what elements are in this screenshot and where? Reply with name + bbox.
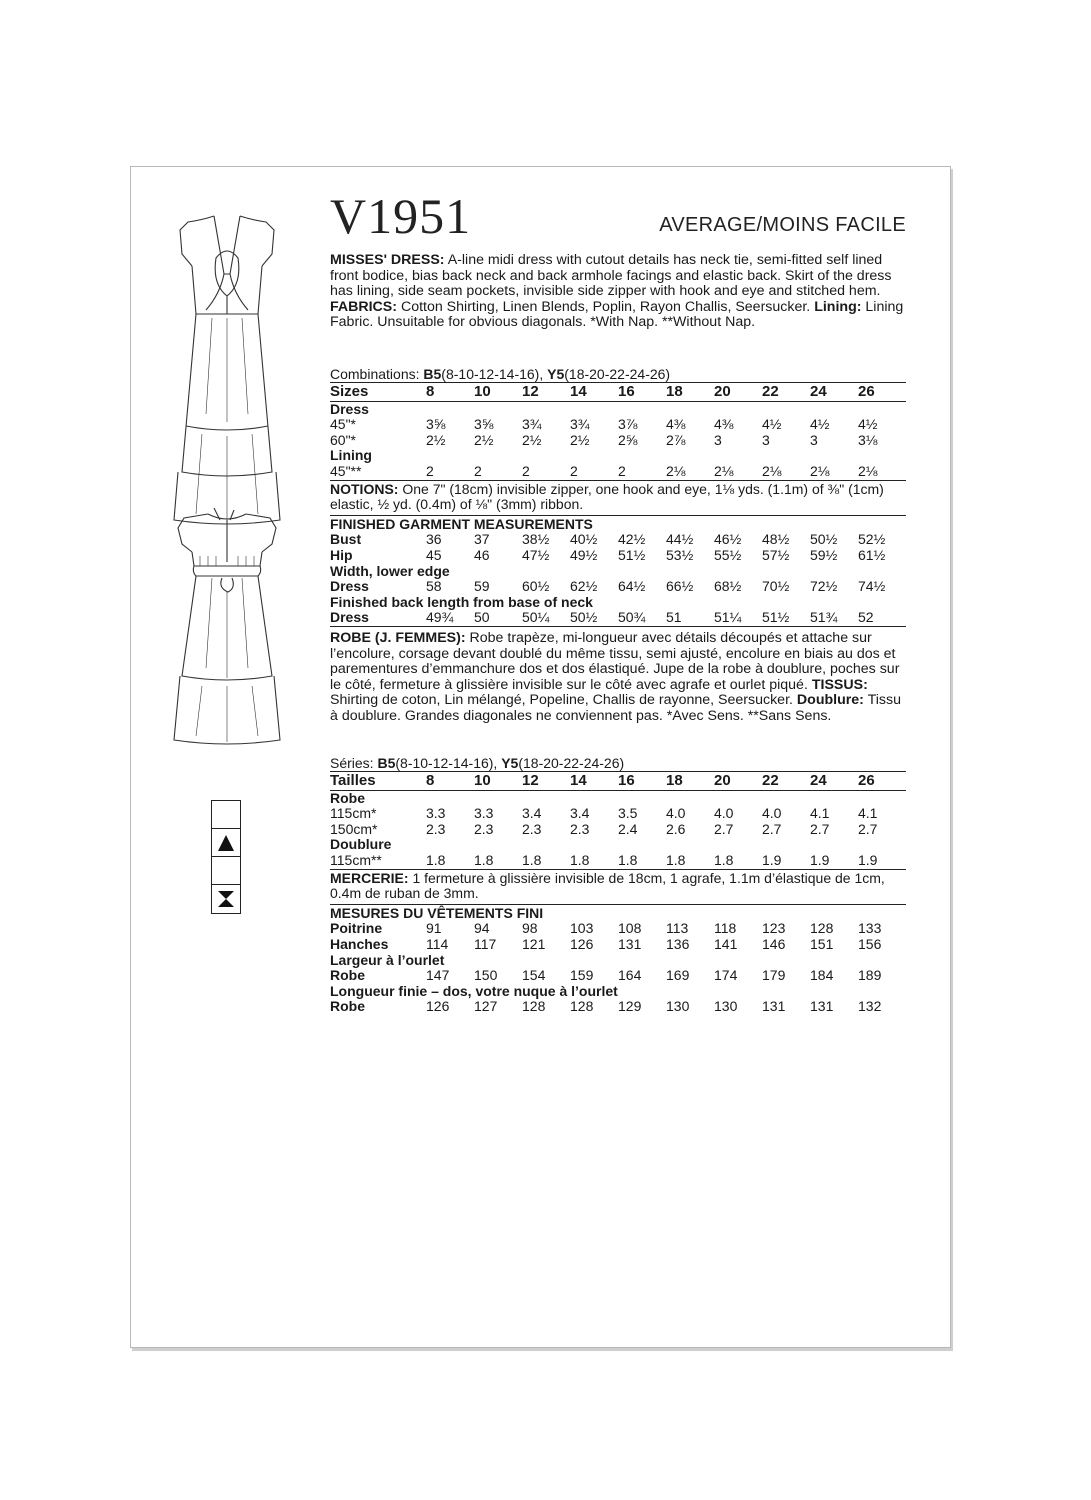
- notions-text: 1 fermeture à glissière invisible de 18cm, 1 agrafe, 1.1m d’élastique de 1cm, 0.4m de ruban de 3mm.: [330, 869, 885, 902]
- yardage-cell: 4⅜: [714, 416, 734, 433]
- width-dress-row-cell: 174: [714, 967, 738, 984]
- size-header-cell: 14: [570, 383, 618, 402]
- length-dress-row-cell: 128: [570, 998, 594, 1015]
- hip-row-label: Hanches: [330, 935, 389, 952]
- yardage-cell: 1.8: [714, 851, 734, 868]
- yardage-cell: 1.9: [858, 851, 878, 868]
- hip-row-cell: 59½: [810, 546, 838, 563]
- width-dress-row: [330, 579, 906, 595]
- bust-row-cell: 42½: [618, 531, 646, 548]
- length-dress-row-cell: 50¼: [522, 610, 570, 626]
- size-header-cell: 26: [858, 383, 906, 402]
- hip-row-cell: 126: [570, 935, 594, 952]
- length-dress-row-cell: 128: [522, 998, 546, 1015]
- bust-row-cell: 113: [666, 920, 689, 937]
- combo-prefix-fr: Séries:: [330, 755, 378, 771]
- finished-measurements-row-label: FINISHED GARMENT MEASUREMENTS: [330, 515, 906, 532]
- notions-row: [330, 480, 906, 515]
- yardage-cell: 4.0: [714, 805, 734, 822]
- width-dress-row-cell: 64½: [618, 578, 646, 595]
- combo-b5-sizes: (8-10-12-14-16),: [441, 366, 548, 382]
- yardage-cell: 2: [474, 462, 482, 479]
- dress-yardage-row: [330, 417, 906, 433]
- yardage-cell: 3: [810, 431, 818, 448]
- yardage-cell: 4.1: [858, 805, 878, 822]
- width-dress-row-cell: 70½: [762, 578, 790, 595]
- size-header-cell: 18: [666, 772, 714, 791]
- lining-group-row: [330, 448, 906, 464]
- hourglass-symbol-icon: [216, 889, 236, 909]
- bust-row-label: Bust: [330, 531, 362, 548]
- width-dress-row-cell: 59: [474, 578, 490, 595]
- size-header-cell: 12: [522, 383, 570, 402]
- hip-row-cell: 117: [474, 935, 497, 952]
- fabric-width-label: 45"**: [330, 462, 362, 479]
- hip-row: [330, 548, 906, 564]
- hip-row-cell: 53½: [666, 546, 694, 563]
- length-dress-row-cell: 131: [810, 998, 834, 1015]
- yardage-cell: 2: [426, 462, 434, 479]
- yardage-cell: 2⅛: [858, 462, 878, 479]
- size-header-cell: 10: [474, 772, 522, 791]
- width-dress-row-cell: 164: [618, 967, 642, 984]
- yardage-cell: 4.0: [762, 805, 782, 822]
- notions-label: NOTIONS:: [330, 480, 399, 497]
- bust-row-cell: 50½: [810, 531, 838, 548]
- yardage-cell: 3⅞: [618, 416, 638, 433]
- bust-row-cell: 38½: [522, 531, 550, 548]
- yardage-cell: 3⅝: [426, 416, 446, 433]
- length-group-row: [330, 984, 906, 1000]
- symbol-triangle: [212, 829, 240, 857]
- bust-row-cell: 52½: [858, 531, 886, 548]
- size-header-cell: 22: [762, 383, 810, 402]
- yardage-cell: 2⅛: [810, 462, 830, 479]
- size-header-cell: 10: [474, 383, 522, 402]
- width-group-row-label: Largeur à l’ourlet: [330, 951, 445, 968]
- yardage-cell: 2.3: [426, 820, 446, 837]
- yardage-cell: 1.9: [762, 851, 782, 868]
- width-dress-row-cell: 147: [426, 967, 450, 984]
- yardage-cell: 2½: [522, 431, 542, 448]
- finished-measurements-row: [330, 515, 906, 532]
- yardage-cell: 2.6: [666, 820, 686, 837]
- yardage-cell: 1.8: [618, 851, 638, 868]
- english-size-table: [330, 382, 906, 627]
- yardage-cell: 3.3: [474, 805, 494, 822]
- fabrics-text: Cotton Shirting, Linen Blends, Poplin, Rayon Challis, Seersucker.: [397, 298, 815, 315]
- size-header-cell: 24: [810, 772, 858, 791]
- yardage-cell: 3: [714, 431, 722, 448]
- width-dress-row-cell: 159: [570, 967, 594, 984]
- width-dress-row-cell: 189: [858, 967, 882, 984]
- english-description: [330, 253, 906, 331]
- yardage-cell: 2.4: [618, 820, 638, 837]
- fabric-width-label: 45"*: [330, 416, 356, 433]
- size-header-cell: 14: [570, 772, 618, 791]
- symbol-legend: [211, 800, 241, 914]
- fabrics-label: FABRICS:: [330, 298, 397, 315]
- length-group-row: [330, 595, 906, 611]
- front-view-sketch-icon: [172, 214, 282, 526]
- lining-yardage-row: [330, 464, 906, 480]
- width-dress-row-cell: 62½: [570, 578, 598, 595]
- bust-row-cell: 94: [474, 920, 490, 937]
- width-dress-row-cell: 154: [522, 967, 546, 984]
- yardage-cell: 2⅛: [666, 462, 686, 479]
- dress-yardage-row: [330, 433, 906, 449]
- bust-row-cell: 40½: [570, 531, 598, 548]
- notions-cell: [330, 480, 906, 515]
- yardage-cell: 3: [762, 431, 770, 448]
- lining-label-fr: Doublure:: [796, 692, 864, 709]
- dress-yardage-row: [330, 806, 906, 822]
- combo-y5-fr: Y5: [501, 755, 519, 771]
- yardage-cell: 2½: [474, 431, 494, 448]
- yardage-cell: 1.8: [426, 851, 446, 868]
- length-dress-row-cell: 50¾: [618, 610, 666, 626]
- yardage-cell: 4.1: [810, 805, 830, 822]
- length-dress-row: [330, 610, 906, 626]
- length-dress-row-cell: 131: [762, 998, 786, 1015]
- hip-row-cell: 51½: [618, 546, 646, 563]
- hip-row-cell: 47½: [522, 546, 550, 563]
- lining-text-fr: Tissu à doublure. Grandes diagonales ne conviennent pas. *Avec Sens. **Sans Sens.: [330, 692, 901, 724]
- hip-row-cell: 146: [762, 935, 786, 952]
- triangle-symbol-icon: [216, 833, 236, 853]
- width-dress-row-label: Dress: [330, 578, 369, 595]
- width-group-row-label: Width, lower edge: [330, 562, 450, 579]
- yardage-cell: 4½: [858, 416, 878, 433]
- bust-row: [330, 921, 906, 937]
- notions-label: MERCERIE:: [330, 869, 409, 886]
- desc-text-fr: Robe trapèze, mi-longueur avec détails découpés et attache sur l’encolure, corsage devant doublé du même tissu, semi ajusté, encolure en biais au dos et parementures d’emmanchure dos et dos élastiqué. Jupe de la robe à doublure, poches sur le côté, fermeture à glissière invisible sur le côté avec agrafe et ourlet piqué.: [330, 630, 900, 693]
- yardage-cell: 2⅛: [714, 462, 734, 479]
- fabric-width-label: 150cm*: [330, 820, 378, 837]
- hip-row: [330, 937, 906, 953]
- combo-y5-sizes: (18-20-22-24-26): [564, 366, 671, 382]
- length-dress-row-cell: 129: [618, 998, 642, 1015]
- yardage-cell: 2.7: [714, 820, 734, 837]
- width-group-row: [330, 564, 906, 580]
- yardage-cell: 1.8: [522, 851, 542, 868]
- symbol-empty: [212, 801, 240, 829]
- width-dress-row: [330, 968, 906, 984]
- combo-y5: Y5: [547, 366, 565, 382]
- yardage-cell: 3.3: [426, 805, 446, 822]
- width-dress-row-cell: 66½: [666, 578, 694, 595]
- yardage-cell: 2⅝: [618, 431, 638, 448]
- yardage-cell: 2: [570, 462, 578, 479]
- length-dress-row-cell: 49¾: [426, 610, 474, 626]
- length-dress-row-cell: 51¼: [714, 610, 762, 626]
- lining-group-row: [330, 837, 906, 853]
- width-dress-row-cell: 179: [762, 967, 786, 984]
- hip-row-cell: 46: [474, 546, 490, 563]
- yardage-cell: 4½: [762, 416, 782, 433]
- yardage-cell: 3.4: [522, 805, 542, 822]
- hip-row-cell: 114: [426, 935, 449, 952]
- dress-group-row: [330, 401, 906, 417]
- length-dress-row-cell: 50½: [570, 610, 618, 626]
- bust-row-cell: 128: [810, 920, 834, 937]
- bust-row-cell: 44½: [666, 531, 694, 548]
- length-dress-row-cell: 51½: [762, 610, 810, 626]
- yardage-cell: 1.8: [570, 851, 590, 868]
- sizes-header-row: [330, 772, 906, 791]
- width-group-row: [330, 953, 906, 969]
- combo-y5-sizes-fr: (18-20-22-24-26): [518, 755, 625, 771]
- yardage-cell: 2.3: [474, 820, 494, 837]
- combo-b5: B5: [423, 366, 442, 382]
- size-header-cell: 22: [762, 772, 810, 791]
- hip-row-cell: 121: [522, 935, 546, 952]
- width-dress-row-cell: 150: [474, 967, 498, 984]
- yardage-cell: 4⅜: [666, 416, 686, 433]
- length-dress-row-cell: 126: [426, 998, 450, 1015]
- dress-group-row: [330, 790, 906, 806]
- hip-row-cell: 136: [666, 935, 690, 952]
- symbol-empty-2: [212, 857, 240, 885]
- lining-yardage-row: [330, 853, 906, 869]
- back-view-sketch-icon: [172, 508, 282, 748]
- french-description: [330, 631, 906, 725]
- bust-row-cell: 98: [522, 920, 538, 937]
- yardage-cell: 2½: [570, 431, 590, 448]
- length-group-row-label: Longueur finie – dos, votre nuque à l’ourlet: [330, 982, 618, 999]
- yardage-cell: 2.7: [810, 820, 830, 837]
- size-header-cell: 16: [618, 772, 666, 791]
- size-header-cell: 20: [714, 772, 762, 791]
- hip-row-cell: 141: [714, 935, 738, 952]
- fabric-width-label: 60"*: [330, 431, 356, 448]
- bust-row-cell: 123: [762, 920, 786, 937]
- sizes-header-label: Tailles: [330, 772, 426, 791]
- length-dress-row-label: Dress: [330, 610, 426, 626]
- bust-row: [330, 532, 906, 548]
- yardage-cell: 3¾: [570, 416, 590, 433]
- yardage-cell: 3⅝: [474, 416, 494, 433]
- french-combinations: [330, 755, 624, 771]
- finished-measurements-row-label: MESURES DU VÊTEMENTS FINI: [330, 904, 906, 921]
- notions-text: One 7" (18cm) invisible zipper, one hook and eye, 1⅛ yds. (1.1m) of ⅜" (1cm) elastic, ½ yd. (0.4m) of ⅛" (3mm) ribbon.: [330, 480, 884, 513]
- lining-group-row-label: Lining: [330, 447, 372, 464]
- size-header-cell: 8: [426, 772, 474, 791]
- size-header-cell: 12: [522, 772, 570, 791]
- length-dress-row-cell: 132: [858, 998, 882, 1015]
- length-dress-row-cell: 51¾: [810, 610, 858, 626]
- yardage-cell: 1.8: [666, 851, 686, 868]
- yardage-cell: 1.9: [810, 851, 830, 868]
- fabric-width-label: 115cm**: [330, 851, 382, 868]
- yardage-cell: 2.3: [522, 820, 542, 837]
- length-dress-row-cell: 130: [666, 998, 690, 1015]
- fabric-width-label: 115cm*: [330, 805, 377, 822]
- hip-row-cell: 55½: [714, 546, 742, 563]
- width-dress-row-cell: 68½: [714, 578, 742, 595]
- length-dress-row-label: Robe: [330, 998, 365, 1015]
- yardage-cell: 2⅞: [666, 431, 686, 448]
- size-header-cell: 16: [618, 383, 666, 402]
- fabrics-text-fr: Shirting de coton, Lin mélangé, Popeline, Challis de rayonne, Seersucker.: [330, 692, 797, 709]
- width-dress-row-cell: 184: [810, 967, 834, 984]
- size-header-cell: 8: [426, 383, 474, 402]
- yardage-cell: 2.7: [858, 820, 878, 837]
- length-dress-row-cell: 52: [858, 610, 906, 626]
- yardage-cell: 3¾: [522, 416, 542, 433]
- sizes-header-row: [330, 383, 906, 402]
- length-dress-row-cell: 51: [666, 610, 714, 626]
- size-header-cell: 24: [810, 383, 858, 402]
- bust-row-cell: 118: [714, 920, 737, 937]
- width-dress-row-cell: 58: [426, 578, 442, 595]
- combo-b5-fr: B5: [377, 755, 396, 771]
- length-group-row-label: Finished back length from base of neck: [330, 593, 593, 610]
- width-dress-row-label: Robe: [330, 967, 365, 984]
- length-dress-row-cell: 50: [474, 610, 522, 626]
- combo-b5-sizes-fr: (8-10-12-14-16),: [395, 755, 502, 771]
- hip-row-cell: 45: [426, 546, 442, 563]
- size-header-cell: 20: [714, 383, 762, 402]
- yardage-cell: 3⅛: [858, 431, 878, 448]
- bust-row-cell: 37: [474, 531, 490, 548]
- combo-prefix: Combinations:: [330, 366, 424, 382]
- size-header-cell: 18: [666, 383, 714, 402]
- dress-yardage-row: [330, 822, 906, 838]
- notions-row: [330, 869, 906, 904]
- notions-cell: [330, 869, 906, 904]
- bust-row-cell: 103: [570, 920, 594, 937]
- french-size-table: [330, 771, 906, 1015]
- yardage-cell: 2: [618, 462, 626, 479]
- difficulty-rating: AVERAGE/MOINS FACILE: [659, 214, 906, 236]
- width-dress-row-cell: 74½: [858, 578, 886, 595]
- yardage-cell: 1.8: [474, 851, 494, 868]
- size-header-cell: 26: [858, 772, 906, 791]
- dress-group-row-label: Robe: [330, 789, 365, 806]
- bust-row-cell: 48½: [762, 531, 790, 548]
- hip-row-cell: 131: [618, 935, 642, 952]
- yardage-cell: 2⅛: [762, 462, 782, 479]
- sizes-header-label: Sizes: [330, 383, 426, 402]
- bust-row-cell: 91: [426, 920, 442, 937]
- hip-row-cell: 156: [858, 935, 882, 952]
- yardage-cell: 3.5: [618, 805, 638, 822]
- hip-row-cell: 57½: [762, 546, 790, 563]
- bust-row-label: Poitrine: [330, 920, 383, 937]
- length-dress-row-cell: 130: [714, 998, 738, 1015]
- bust-row-cell: 133: [858, 920, 882, 937]
- hip-row-cell: 151: [810, 935, 834, 952]
- bust-row-cell: 108: [618, 920, 642, 937]
- yardage-cell: 2.7: [762, 820, 782, 837]
- pattern-code: V1951: [330, 188, 472, 244]
- width-dress-row-cell: 60½: [522, 578, 550, 595]
- lining-label: Lining:: [814, 298, 862, 315]
- width-dress-row-cell: 169: [666, 967, 690, 984]
- desc-label: MISSES' DRESS:: [330, 252, 445, 268]
- hip-row-cell: 61½: [858, 546, 886, 563]
- yardage-cell: 3.4: [570, 805, 590, 822]
- bust-row-cell: 46½: [714, 531, 742, 548]
- hip-row-cell: 49½: [570, 546, 598, 563]
- desc-text: A-line midi dress with cutout details has neck tie, semi-fitted self lined front bodice, bias back neck and back armhole facings and elastic back. Skirt of the dress has lining, side seam pockets, invisible side zipper with hook and eye and stitched hem.: [330, 252, 892, 300]
- hip-row-label: Hip: [330, 546, 353, 563]
- width-dress-row-cell: 72½: [810, 578, 838, 595]
- symbol-hourglass: [212, 885, 240, 913]
- desc-label-fr: ROBE (J. FEMMES):: [330, 630, 466, 646]
- english-combinations: [330, 366, 670, 382]
- yardage-cell: 4½: [810, 416, 830, 433]
- yardage-cell: 2: [522, 462, 530, 479]
- fabrics-label-fr: TISSUS:: [811, 676, 868, 693]
- yardage-cell: 2.3: [570, 820, 590, 837]
- length-dress-row: [330, 999, 906, 1015]
- dress-group-row-label: Dress: [330, 400, 369, 417]
- yardage-cell: 2½: [426, 431, 446, 448]
- lining-text: Lining Fabric. Unsuitable for obvious diagonals. *With Nap. **Without Nap.: [330, 298, 904, 331]
- finished-measurements-row: [330, 904, 906, 921]
- bust-row-cell: 36: [426, 531, 442, 548]
- lining-group-row-label: Doublure: [330, 836, 392, 853]
- length-dress-row-cell: 127: [474, 998, 498, 1015]
- yardage-cell: 4.0: [666, 805, 686, 822]
